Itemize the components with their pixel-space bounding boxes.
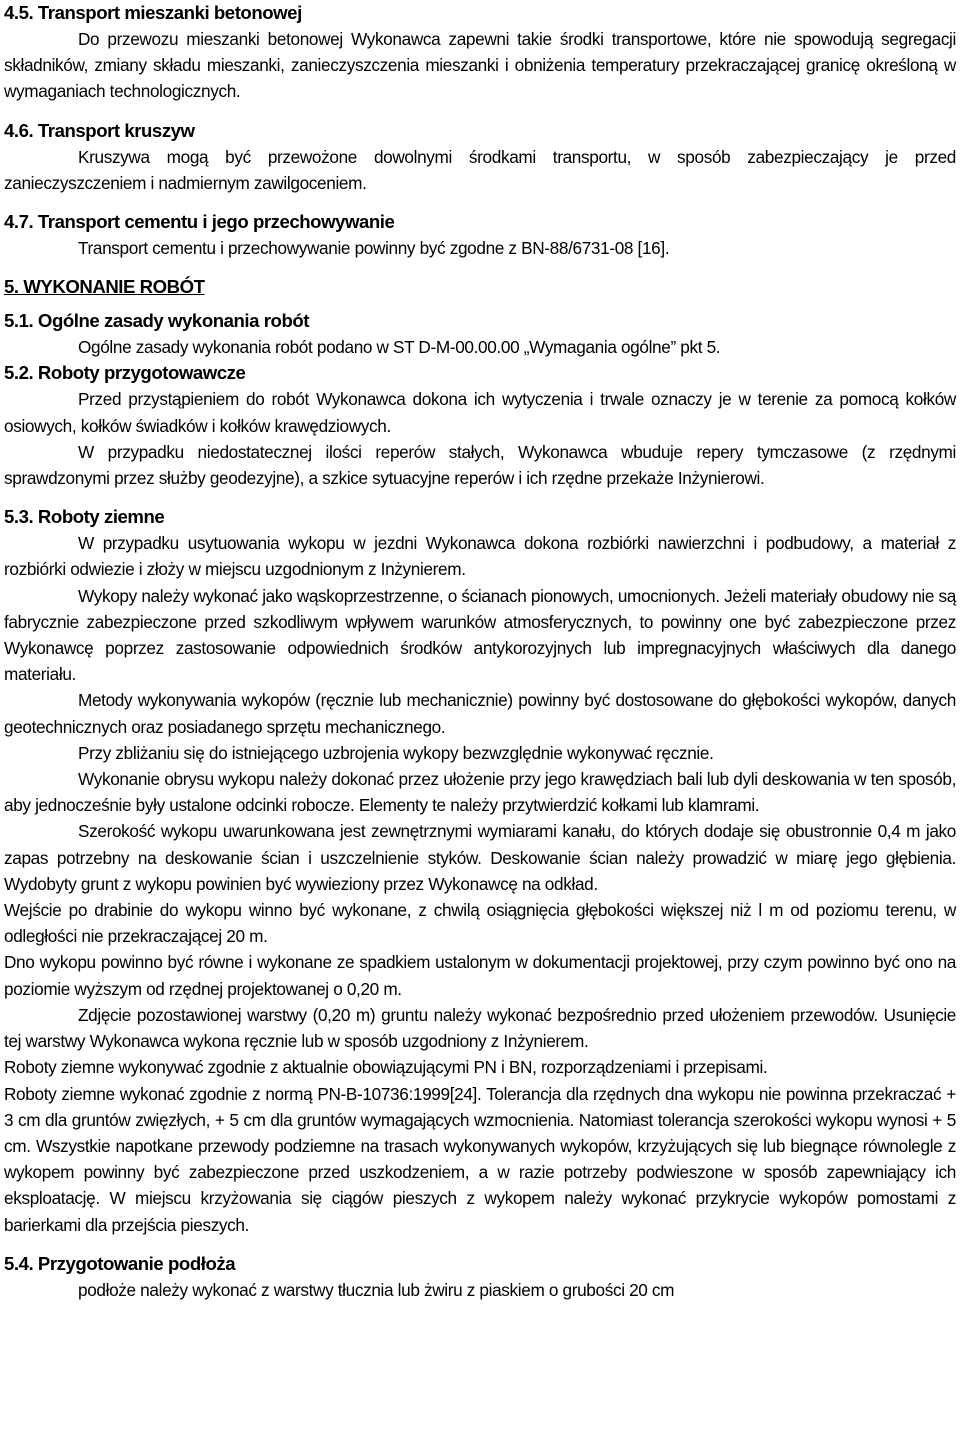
paragraph: Wykopy należy wykonać jako wąskoprzestrzenne, o ścianach pionowych, umocnionych. Jeżeli materiały obudowy nie są fabrycznie zabezpieczone przed szkodliwym wpływem warunków atmosferycznych, to powinny one być zabezpieczone przez Wykonawcę poprzez zastosowanie odpowiednich środków antykorozyjnych lub impregnacyjnych właściwych dla danego materiału. — [4, 585, 956, 685]
paragraph: Metody wykonywania wykopów (ręcznie lub mechanicznie) powinny być dostosowane do głębokości wykopów, danych geotechnicznych oraz posiadanego sprzętu mechanicznego. — [4, 690, 956, 737]
paragraph: Do przewozu mieszanki betonowej Wykonawca zapewni takie środki transportowe, które nie spowodują segregacji składników, zmiany składu mieszanki, zanieczyszczenia mieszanki i obniżenia temperatury przekraczającej granicę określoną w wymaganiach technologicznych. — [4, 29, 956, 102]
paragraph: W przypadku usytuowania wykopu w jezdni Wykonawca dokona rozbiórki nawierzchni i podbudowy, a materiał z rozbiórki odwiezie i złoży w miejscu uzgodnionym z Inżynierem. — [4, 533, 956, 580]
section-heading-5-3: 5.3. Roboty ziemne — [4, 506, 165, 528]
paragraph: Zdjęcie pozostawionej warstwy (0,20 m) gruntu należy wykonać bezpośrednio przed ułożeniem przewodów. Usunięcie tej warstwy Wykonawca wykona ręcznie lub w sposób uzgodniony z Inżynierem. — [4, 1004, 956, 1052]
paragraph: Wejście po drabinie do wykopu winno być wykonane, z chwilą osiągnięcia głębokości większej niż l m od poziomu terenu, w odległości nie przekraczającej 20 m. — [4, 900, 956, 947]
document-page — [4, 0, 956, 1303]
section-heading-5-1: 5.1. Ogólne zasady wykonania robót — [4, 310, 310, 332]
paragraph: W przypadku niedostatecznej ilości reperów stałych, Wykonawca wbuduje repery tymczasowe (z rzędnymi sprawdzonymi przez służby geodezyjne), a szkice sytuacyjne reperów i ich rzędne przekaże Inżynierowi. — [4, 441, 956, 489]
paragraph: Transport cementu i przechowywanie powinny być zgodne z BN-88/6731-08 [16]. — [78, 238, 670, 259]
paragraph: Roboty ziemne wykonywać zgodnie z aktualnie obowiązującymi PN i BN, rozporządzeniami i przepisami. — [4, 1057, 768, 1078]
section-heading-4-5: 4.5. Transport mieszanki betonowej — [4, 2, 302, 23]
paragraph: Dno wykopu powinno być równe i wykonane ze spadkiem ustalonym w dokumentacji projektowej, przy czym powinno być ono na poziomie wyższym od rzędnej projektowanej o 0,20 m. — [4, 952, 956, 999]
section-heading-5-2: 5.2. Roboty przygotowawcze — [4, 362, 246, 384]
paragraph: Szerokość wykopu uwarunkowana jest zewnętrznymi wymiarami kanału, do których dodaje się obustronnie 0,4 m jako zapas potrzebny na deskowanie ścian i uszczelnienie styków. Deskowanie ścian należy prowadzić w miarę jego głębienia. Wydobyty grunt z wykopu powinien być wywieziony przez Wykonawcę na odkład. — [4, 821, 956, 894]
paragraph: Kruszywa mogą być przewożone dowolnymi środkami transportu, w sposób zabezpieczający je przed zanieczyszczeniem i nadmiernym zawilgoceniem. — [4, 146, 956, 193]
section-heading-4-7: 4.7. Transport cementu i jego przechowywanie — [4, 211, 395, 233]
paragraph: Ogólne zasady wykonania robót podano w ST D-M-00.00.00 „Wymagania ogólne” pkt 5. — [78, 337, 721, 358]
chapter-heading-5: 5. WYKONANIE ROBÓT — [4, 276, 205, 298]
paragraph: Przed przystąpieniem do robót Wykonawca dokona ich wytyczenia i trwale oznaczy je w terenie za pomocą kołków osiowych, kołków świadków i kołków krawędziowych. — [4, 389, 956, 436]
paragraph: Przy zbliżaniu się do istniejącego uzbrojenia wykopy bezwzględnie wykonywać ręcznie. — [78, 742, 714, 763]
paragraph: Roboty ziemne wykonać zgodnie z normą PN-B-10736:1999[24]. Tolerancja dla rzędnych dna wykopu nie powinna przekraczać + 3 cm dla gruntów zwięzłych, + 5 cm dla gruntów wymagających wzmocnienia. Natomiast tolerancja szerokości wykopu wynosi + 5 cm. Wszystkie napotkane przewody podziemne na trasach wykonywanych wykopów, krzyżujących się lub biegnące równolegle z wykopem powinny być zabezpieczone przed uszkodzeniem, a w razie potrzeby podwieszone w sposób zapewniający ich eksploatację. W miejscu krzyżowania się ciągów pieszych z wykopem należy wykonać przykrycie wykopów pomostami z barierkami dla przejścia pieszych. — [4, 1083, 956, 1235]
section-heading-5-4: 5.4. Przygotowanie podłoża — [4, 1252, 236, 1274]
section-heading-4-6: 4.6. Transport kruszyw — [4, 119, 195, 141]
paragraph: podłoże należy wykonać z warstwy tłucznia lub żwiru z piaskiem o grubości 20 cm — [78, 1279, 675, 1300]
paragraph: Wykonanie obrysu wykopu należy dokonać przez ułożenie przy jego krawędziach bali lub dyli deskowania w ten sposób, aby jednocześnie były ustalone odcinki robocze. Elementy te należy przytwierdzić kołkami lub klamrami. — [4, 769, 956, 816]
